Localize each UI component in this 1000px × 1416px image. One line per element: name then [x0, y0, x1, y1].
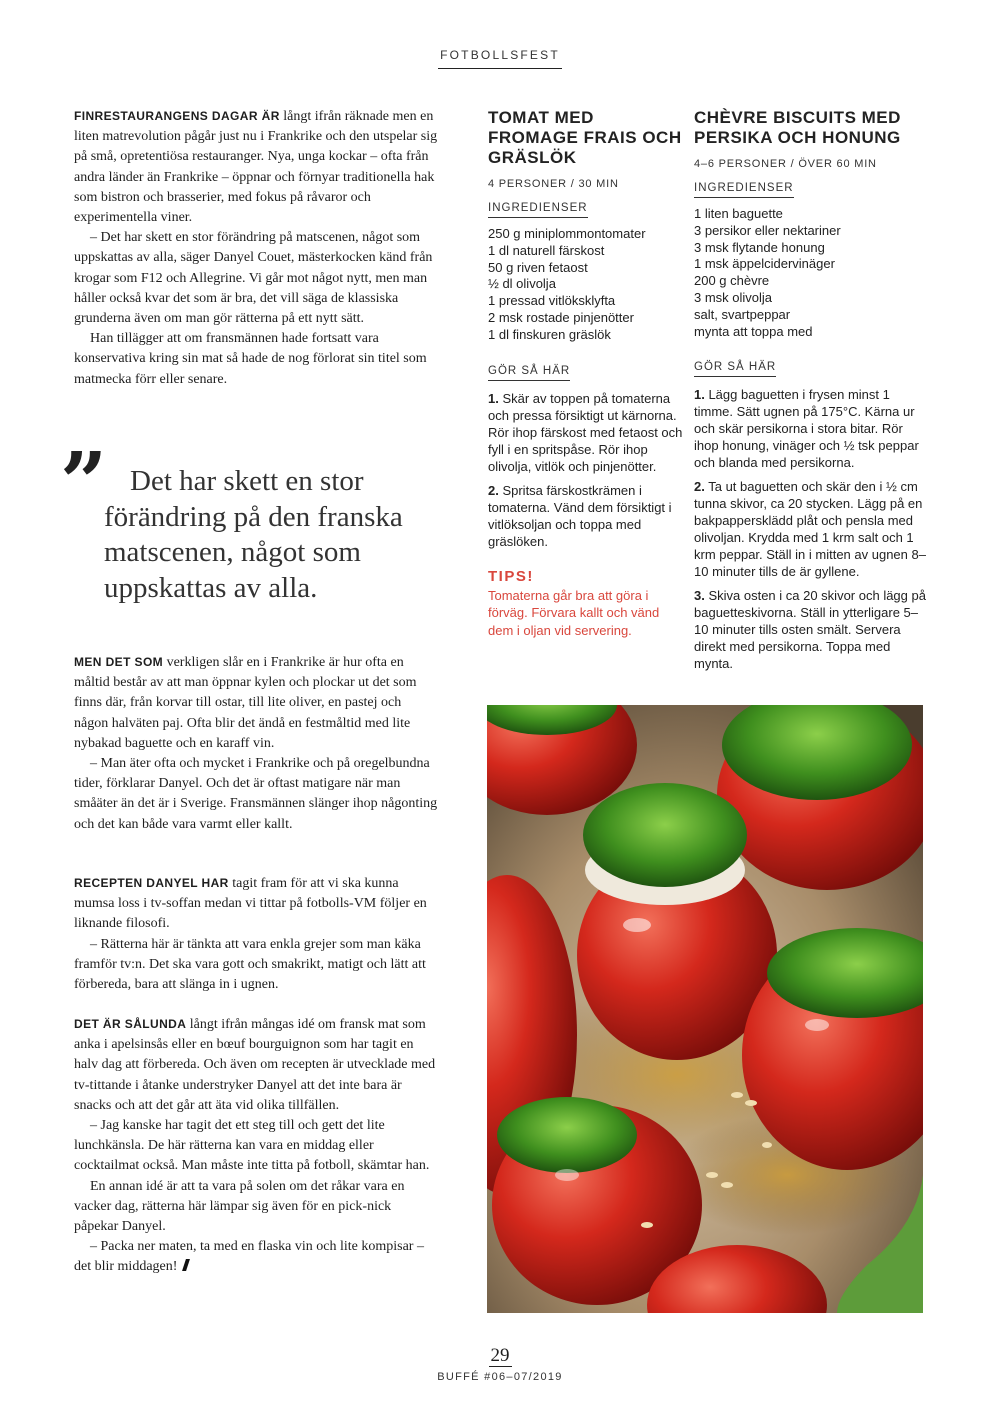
list-item: ½ dl olivolja: [488, 276, 556, 292]
tips-heading: TIPS!: [488, 567, 534, 585]
steps-heading: GÖR SÅ HÄR: [488, 365, 570, 381]
lead-in: MEN DET SOM: [74, 655, 164, 669]
lead-in: FINRESTAURANGENS DAGAR ÄR: [74, 109, 280, 123]
list-item: 1 dl naturell färskost: [488, 242, 605, 258]
step-number: 1.: [488, 390, 499, 406]
steps-heading: GÖR SÅ HÄR: [694, 361, 776, 377]
article-block-4: [74, 1014, 438, 1278]
article-block-2: [74, 652, 438, 835]
page-number: [0, 1345, 1000, 1367]
paragraph: – Rätterna här är tänkta att vara enkla grejer som man käka framför tv:n. Det ska vara gott och smakrikt, matigt och lätt att förbereda, bara att slänga in i ugnen.: [74, 936, 426, 993]
recipe-title: TOMAT MED FROMAGE FRAIS OCH GRÄSLÖK: [488, 108, 682, 167]
step: [694, 478, 926, 580]
lead-in: DET ÄR SÅLUNDA: [74, 1017, 187, 1031]
list-item: 50 g riven fetaost: [488, 259, 588, 275]
quote-icon: ”: [60, 435, 108, 531]
pull-quote-text: Det har skett en stor förändring på den franska matscenen, något som uppskattas av alla.: [104, 465, 403, 604]
list-item: 200 g chèvre: [694, 273, 770, 289]
end-mark-icon: [182, 1259, 190, 1271]
list-item: 1 msk äppelcidervinäger: [694, 256, 835, 272]
paragraph: En annan idé är att ta vara på solen om det råkar vara en vacker dag, rätterna här lämpar sig även för en pick-nick påpekar Danyel.: [74, 1178, 405, 1235]
article-block-3: [74, 873, 438, 995]
recipe-title: CHÈVRE BISCUITS MED PERSIKA OCH HONUNG: [694, 108, 901, 147]
step-number: 1.: [694, 387, 705, 403]
issue-label: BUFFÉ #06–07/2019: [437, 1371, 563, 1383]
step-number: 2.: [488, 482, 499, 498]
article-block-1: [74, 106, 438, 390]
list-item: 3 msk flytande honung: [694, 239, 825, 255]
step-text: Skiva osten i ca 20 skivor och lägg på baguetteskivorna. Ställ in ytterligare 5–10 minuter tills osten smält. Servera direkt med persikorna. Toppa med mynta.: [694, 588, 926, 672]
paragraph: – Det har skett en stor förändring på matscenen, något som uppskattas av alla, säger Danyel Couet, mästerkocken känd från krogar som F12 och Allegrine. Vi går mot något nytt, men man håller också kvar det som är bra, det vill säga de klassiska grunderna även om man gör rätterna på ett nytt sätt.: [74, 230, 433, 327]
ingredients-list: [694, 206, 926, 340]
page-number-text: 29: [490, 1345, 510, 1366]
ingredients-list: [488, 226, 688, 344]
list-item: 3 msk olivolja: [694, 289, 773, 305]
step-number: 2.: [694, 479, 705, 495]
tips-text: Tomaterna går bra att göra i förväg. Förvara kallt och vänd dem i oljan vid servering.: [488, 587, 660, 638]
list-item: 1 pressad vitlöksklyfta: [488, 293, 616, 309]
paragraph: – Jag kanske har tagit det ett steg till och gett det lite lunchkänsla. De här rätterna kan vara en middag eller cocktailmat också. Man måste inte titta på fotboll, skämtar han.: [74, 1118, 430, 1174]
ingredients-heading: INGREDIENSER: [488, 202, 588, 218]
ingredients-heading: INGREDIENSER: [694, 182, 794, 198]
step: [694, 587, 926, 672]
steps-list: [488, 390, 688, 550]
recipe-meta: 4 PERSONER / 30 MIN: [488, 178, 619, 190]
step: [488, 390, 688, 475]
paragraph: – Packa ner maten, ta med en flaska vin och lite kompisar – det blir middagen!: [74, 1239, 424, 1275]
list-item: mynta att toppa med: [694, 323, 813, 339]
paragraph: långt ifrån räknade men en liten matrevolution pågår just nu i Frankrike och den utspelar sig på små, opretentiösa restauranger. Nya, unga kockar – ofta från andra länder än Frankrike – öppnar och förnyar traditionella hak som bistron och brasserier, med fokus på råvaror och experimentella viner.: [74, 109, 438, 226]
step-text: Ta ut baguetten och skär den i ½ cm tunna skivor, ca 20 stycken. Lägg på en bakpappersklädd plåt och pensla med olivoljan. Krydda med 1 krm salt och 1 krm peppar. Ställ in i mitten av ugnen 8–10 minuter tills de är gyllene.: [694, 479, 926, 580]
list-item: 1 dl finskuren gräslök: [488, 326, 611, 342]
steps-list: [694, 386, 926, 672]
step: [488, 482, 688, 550]
step: [694, 386, 926, 471]
list-item: 1 liten baguette: [694, 206, 783, 221]
lead-in: RECEPTEN DANYEL HAR: [74, 876, 229, 890]
recipe-chevre: [694, 108, 926, 679]
paragraph: tagit fram för att vi ska kunna mumsa loss i tv-soffan medan vi tittar på fotbolls-VM följer en liknande filosofi.: [74, 876, 427, 932]
step-text: Lägg baguetten i frysen minst 1 timme. Sätt ugnen på 175°C. Kärna ur och skär persikorna i stora bitar. Rör ihop honung, vinäger och ½ tsk peppar och blanda med persikorna.: [694, 387, 919, 471]
step-text: Skär av toppen på tomaterna och pressa försiktigt ut kärnorna. Rör ihop färskost med fetaost och fyll i en spritspåse. Rör ihop olivolja, vitlök och pinjenötter.: [488, 390, 683, 474]
step-number: 3.: [694, 588, 705, 604]
food-photo: [487, 705, 923, 1313]
list-item: 2 msk rostade pinjenötter: [488, 309, 634, 325]
recipe-meta: 4–6 PERSONER / ÖVER 60 MIN: [694, 158, 877, 170]
section-title: FOTBOLLSFEST: [438, 48, 562, 69]
list-item: 250 g miniplommontomater: [488, 226, 646, 241]
paragraph: Han tillägger att om fransmännen hade fortsatt vara konservativa kring sin mat så hade de nog förlorat sin titel som matmecka förr eller senare.: [74, 331, 427, 387]
step-text: Spritsa färskostkrämen i tomaterna. Vänd dem försiktigt i vitlöksoljan och toppa med gräslöken.: [488, 482, 672, 549]
paragraph: verkligen slår en i Frankrike är hur ofta en måltid består av att man öppnar kylen och plockar ut det som finns där, från korvar till ostar, till lite oliver, en pastej och någon halväten paj. Ofta blir det ändå en festmåltid med lite nybakad baguette och en karaff vin.: [74, 655, 417, 751]
list-item: salt, svartpeppar: [694, 306, 791, 322]
section-header: [0, 46, 1000, 69]
paragraph: – Man äter ofta och mycket i Frankrike och på oregelbundna tider, förklarar Danyel. Och det är oftast matigare när man småäter än det är i Sverige. Fransmännen slänger ihop någonting och det kan både vara varmt eller kallt.: [74, 756, 438, 832]
list-item: 3 persikor eller nektariner: [694, 222, 841, 238]
recipe-tomato: [488, 108, 688, 639]
paragraph: långt ifrån mångas idé om fransk mat som anka i apelsinsås eller en bœuf bourguignon som har tagit en halv dag att förbereda. Och även om recepten är utvecklade med tv-tittande i åtanke understryker Danyel att det inte bara är snacks och att det går att äta vid olika tillfällen.: [74, 1017, 436, 1113]
